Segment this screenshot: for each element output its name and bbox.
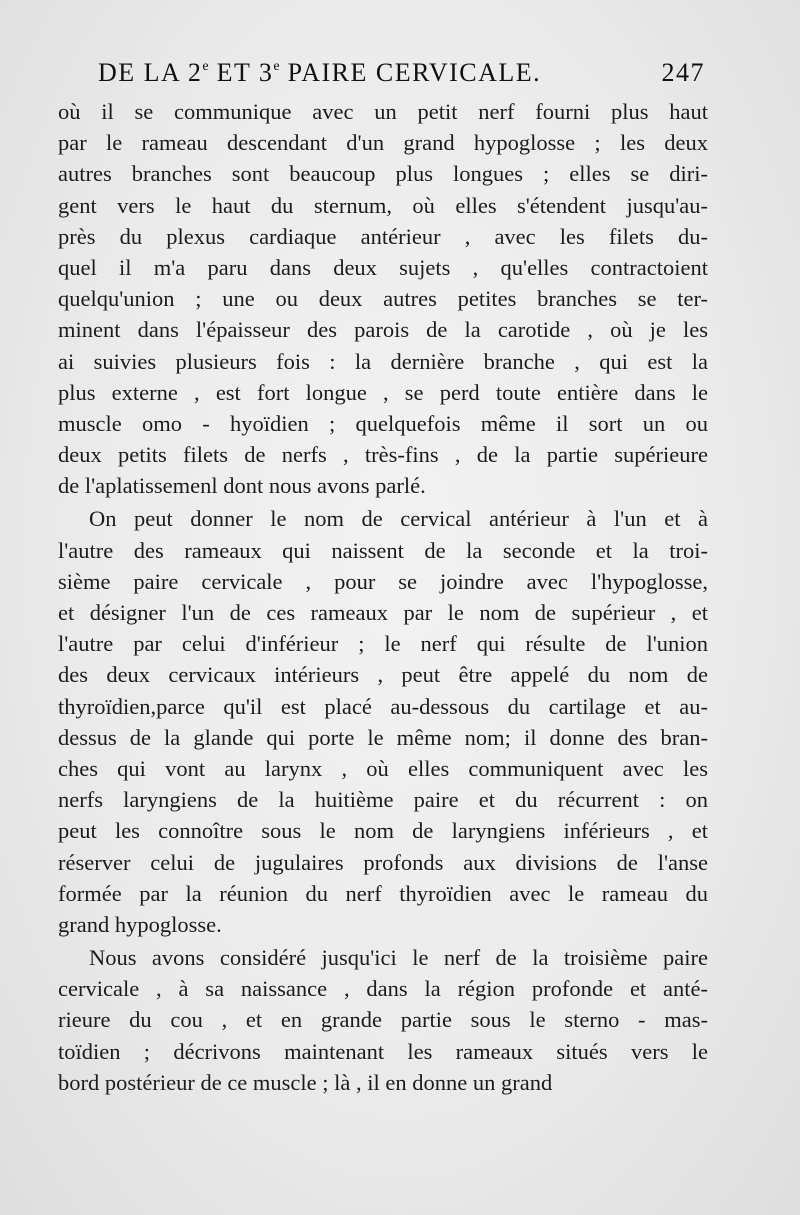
text-line: quelqu'union ; une ou deux autres petites branches se ter- xyxy=(58,286,708,312)
text-line: thyroïdien,parce qu'il est placé au-dessous du cartilage et au- xyxy=(58,693,708,719)
text-line: dessus de la glande qui porte le même nom; il donne des bran- xyxy=(58,724,708,750)
header-title xyxy=(98,58,541,88)
text-line: l'autre par celui d'inférieur ; le nerf qui résulte de l'union xyxy=(58,631,708,657)
text-line: ai suivies plusieurs fois : la dernière branche , qui est la xyxy=(58,348,708,374)
text-line: grand hypoglosse. xyxy=(58,911,222,937)
text-line: quel il m'a paru dans deux sujets , qu'elles contractoient xyxy=(58,254,708,280)
text-line: nerfs laryngiens de la huitième paire et du récurrent : on xyxy=(58,787,708,813)
header-title-part1: DE LA 2 xyxy=(98,58,203,87)
header-title-part2: ET 3 xyxy=(208,58,274,87)
text-line: de l'aplatissemenl dont nous avons parlé. xyxy=(58,473,426,499)
text-line: gent vers le haut du sternum, où elles s'étendent jusqu'au- xyxy=(58,192,708,218)
running-header xyxy=(90,58,705,94)
text-line: et désigner l'un de ces rameaux par le nom de supérieur , et xyxy=(58,600,708,625)
text-line: des deux cervicaux intérieurs , peut être appelé du nom de xyxy=(58,662,708,688)
text-line: Nous avons considéré jusqu'ici le nerf de la troisième paire xyxy=(89,945,708,971)
text-line: réserver celui de jugulaires profonds aux divisions de l'anse xyxy=(58,849,708,875)
paragraph xyxy=(58,942,708,1098)
text-line: ches qui vont au larynx , où elles communiquent avec les xyxy=(58,755,708,781)
header-superscript-1: e xyxy=(202,59,209,74)
text-line: plus externe , est fort longue , se perd toute entière dans le xyxy=(58,379,708,405)
text-line: muscle omo - hyoïdien ; quelquefois même il sort un ou xyxy=(58,410,708,436)
text-line: toïdien ; décrivons maintenant les rameaux situés vers le xyxy=(58,1038,708,1064)
text-line: On peut donner le nom de cervical antérieur à l'un et à xyxy=(89,506,708,532)
text-line: bord postérieur de ce muscle ; là , il en donne un grand xyxy=(58,1069,553,1095)
text-line: cervicale , à sa naissance , dans la région profonde et anté- xyxy=(58,976,708,1002)
page-number: 247 xyxy=(661,58,705,87)
text-line: rieure du cou , et en grande partie sous le sterno - mas- xyxy=(58,1007,708,1033)
text-line: minent dans l'épaisseur des parois de la carotide , où je les xyxy=(58,317,708,343)
text-line: l'autre des rameaux qui naissent de la seconde et la troi- xyxy=(58,537,708,563)
text-line: autres branches sont beaucoup plus longues ; elles se diri- xyxy=(58,161,708,187)
header-superscript-2: e xyxy=(273,59,280,74)
text-line: sième paire cervicale , pour se joindre avec l'hypoglosse, xyxy=(58,568,708,594)
text-line: où il se communique avec un petit nerf fourni plus haut xyxy=(58,99,708,124)
text-line: par le rameau descendant d'un grand hypoglosse ; les deux xyxy=(58,130,708,156)
paragraph xyxy=(58,503,708,940)
text-line: deux petits filets de nerfs , très-fins , de la partie supérieure xyxy=(58,442,708,468)
paragraph xyxy=(58,96,708,501)
text-line: formée par la réunion du nerf thyroïdien avec le rameau du xyxy=(58,880,708,906)
text-line: peut les connoître sous le nom de laryngiens inférieurs , et xyxy=(58,818,708,844)
header-title-part3: PAIRE CERVICALE. xyxy=(279,58,542,87)
body-text xyxy=(58,96,708,1098)
text-line: près du plexus cardiaque antérieur , avec les filets du- xyxy=(58,223,708,249)
